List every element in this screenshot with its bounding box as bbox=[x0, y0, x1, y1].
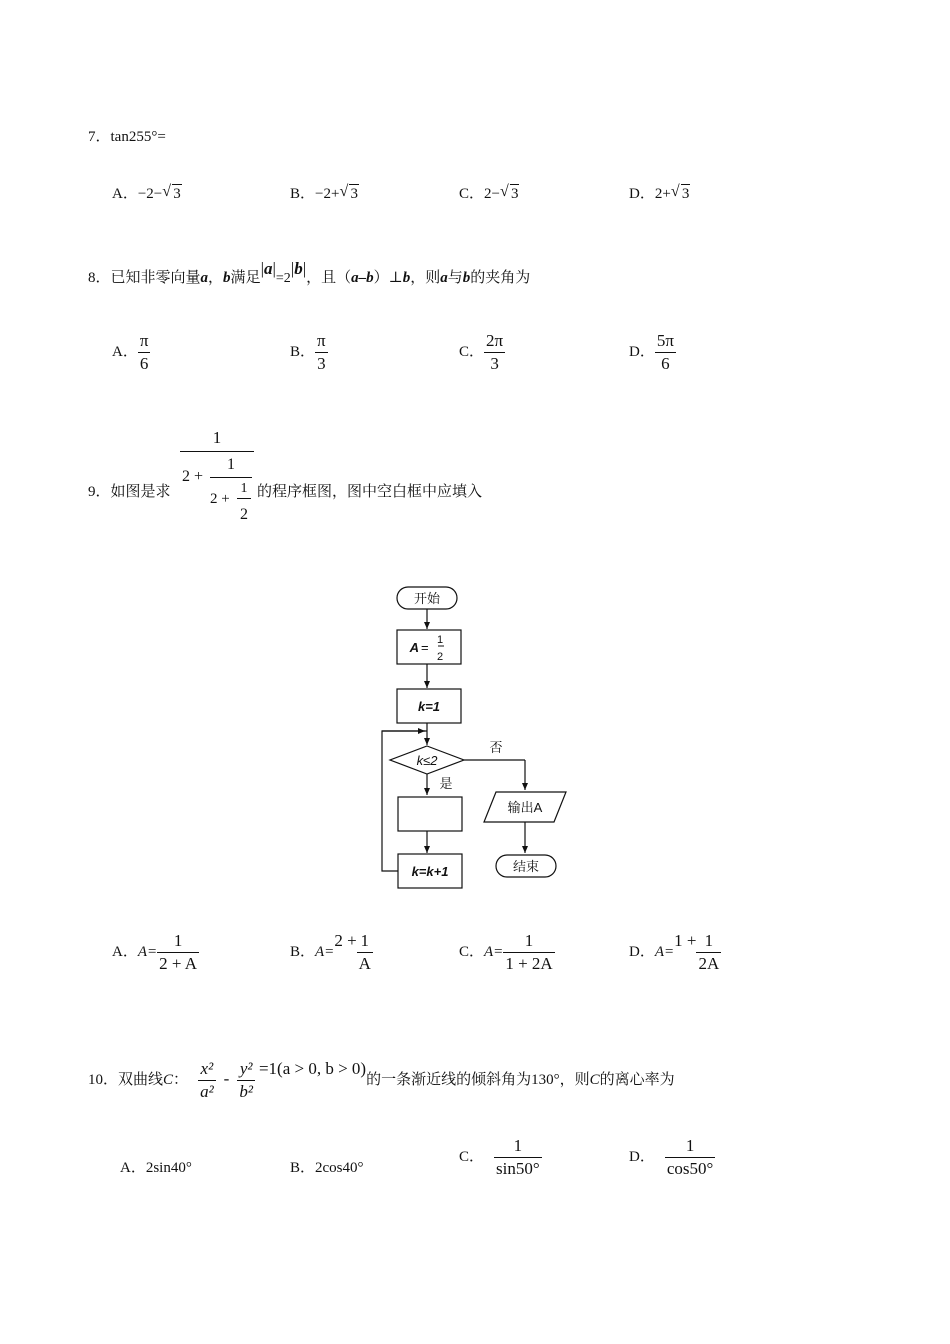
stem-text: 与 bbox=[447, 270, 463, 286]
yes-label: 是 bbox=[439, 776, 453, 791]
q10-stem bbox=[88, 1058, 675, 1103]
fraction bbox=[484, 330, 505, 375]
stem-text: 已知非零向量 bbox=[110, 270, 201, 286]
option-prefix: 2+ bbox=[654, 186, 671, 202]
fraction bbox=[357, 930, 373, 975]
numerator: 1 bbox=[696, 930, 721, 953]
radicand: 3 bbox=[173, 186, 181, 202]
curve-c: C bbox=[163, 1071, 174, 1088]
equals-two: =2 bbox=[275, 271, 291, 286]
denominator: sin50° bbox=[496, 1159, 540, 1178]
option-lhs: A= bbox=[315, 943, 335, 960]
fraction bbox=[157, 930, 199, 975]
q8-option-a bbox=[112, 330, 150, 375]
init-a-den: 2 bbox=[436, 651, 444, 663]
fraction bbox=[655, 330, 676, 375]
init-k-label: k=1 bbox=[417, 699, 441, 714]
cf-inner-bar bbox=[210, 477, 252, 478]
q7-stem: 7．tan255°= bbox=[88, 129, 166, 145]
q8-option-b bbox=[290, 330, 328, 375]
q9-option-a bbox=[112, 930, 199, 975]
denominator: 2 + A bbox=[159, 954, 198, 973]
numerator: 1 bbox=[357, 930, 373, 953]
denominator: cos50° bbox=[666, 1159, 714, 1178]
option-prefix: 1 + bbox=[674, 930, 697, 950]
cf-inner-two-plus: 2 + bbox=[210, 491, 230, 507]
continued-fraction bbox=[180, 427, 254, 527]
denominator: 3 bbox=[317, 354, 326, 373]
option-letter: A． bbox=[120, 1160, 146, 1176]
curve-c: C bbox=[589, 1071, 600, 1088]
denominator: 2A bbox=[698, 954, 720, 973]
stem-text: ，且（ bbox=[306, 270, 352, 286]
fraction bbox=[696, 930, 721, 975]
stem-text: 的离心率为 bbox=[599, 1071, 675, 1088]
q9-option-b bbox=[290, 930, 373, 975]
q10-option-a bbox=[120, 1158, 192, 1178]
option-text: 2sin40° bbox=[145, 1160, 192, 1176]
init-a-box bbox=[397, 630, 461, 664]
vector-b: b bbox=[402, 270, 411, 286]
q7-option-a bbox=[112, 184, 182, 204]
option-prefix: 2− bbox=[484, 186, 500, 202]
stem-text: ， bbox=[208, 270, 224, 286]
denominator: 6 bbox=[139, 354, 149, 373]
option-letter: A． bbox=[112, 943, 138, 960]
option-letter: D． bbox=[629, 186, 655, 202]
fraction bbox=[315, 330, 328, 375]
q7-option-b bbox=[290, 184, 359, 204]
loop-back-line bbox=[382, 731, 427, 871]
radicand: 3 bbox=[681, 186, 690, 202]
option-letter: A． bbox=[112, 343, 138, 360]
denominator: A bbox=[358, 954, 371, 973]
flowchart bbox=[370, 580, 580, 892]
numerator: π bbox=[138, 330, 151, 353]
option-text: 2cos40° bbox=[315, 1160, 364, 1176]
q7-option-c bbox=[459, 184, 519, 204]
vector-b: b bbox=[294, 259, 303, 278]
q8-stem bbox=[88, 259, 531, 289]
output-label: 输出A bbox=[507, 800, 543, 815]
option-letter: D． bbox=[629, 943, 655, 960]
x2-over-a2 bbox=[198, 1058, 216, 1103]
option-lhs: A= bbox=[137, 943, 158, 960]
init-a-eq: = bbox=[421, 640, 429, 655]
denominator: 3 bbox=[490, 354, 499, 373]
question-number: 9． bbox=[88, 484, 111, 500]
sqrt-expression: √ 3 bbox=[162, 183, 181, 202]
question-number: 10． bbox=[88, 1071, 119, 1088]
numerator: π bbox=[315, 330, 328, 353]
option-prefix: −2− bbox=[137, 186, 163, 202]
denominator: a² bbox=[200, 1082, 214, 1101]
option-letter: B． bbox=[290, 186, 316, 202]
update-label: k=k+1 bbox=[411, 864, 449, 879]
q9-option-d bbox=[629, 930, 721, 975]
option-lhs: A= bbox=[484, 943, 504, 960]
minus-sign: - bbox=[223, 1068, 230, 1088]
init-a-num: 1 bbox=[436, 634, 444, 646]
no-label: 否 bbox=[489, 740, 503, 755]
sqrt-expression: √ 3 bbox=[670, 183, 690, 202]
numerator: 2π bbox=[484, 330, 505, 353]
q9-option-c bbox=[459, 930, 555, 975]
cf-half-numerator: 1 bbox=[240, 481, 248, 496]
blank-box bbox=[398, 797, 462, 831]
fraction bbox=[138, 330, 151, 375]
option-letter: C． bbox=[459, 343, 485, 360]
q9-stem-end: 的程序框图，图中空白框中应填入 bbox=[257, 484, 483, 500]
cf-two-plus: 2 + bbox=[182, 468, 204, 485]
denominator: 1 + 2A bbox=[505, 954, 553, 973]
equation-rhs: =1(a > 0, b > 0) bbox=[258, 1058, 367, 1078]
stem-text: 满足 bbox=[230, 270, 261, 286]
numerator: x² bbox=[198, 1058, 216, 1081]
norm-b: |b| bbox=[290, 259, 307, 278]
vector-b: b bbox=[223, 270, 231, 286]
option-letter: C． bbox=[459, 943, 485, 960]
sqrt-expression: √ 3 bbox=[499, 183, 519, 202]
numerator: 1 bbox=[665, 1135, 715, 1158]
q8-option-d bbox=[629, 330, 676, 375]
stem-text: 的一条渐近线的倾斜角为130°，则 bbox=[366, 1071, 590, 1088]
fraction bbox=[503, 930, 554, 975]
numerator: 5π bbox=[655, 330, 676, 353]
stem-text: ： bbox=[173, 1071, 189, 1088]
fraction bbox=[665, 1135, 715, 1180]
cf-half-bar bbox=[237, 498, 251, 499]
norm-a: |a| bbox=[260, 259, 276, 278]
q9-stem-start bbox=[88, 482, 171, 502]
sqrt-expression: √ 3 bbox=[339, 183, 358, 202]
q7-option-d bbox=[629, 184, 690, 204]
q10-option-b bbox=[290, 1158, 364, 1178]
vector-diff: a–b bbox=[351, 270, 374, 286]
q10-option-d bbox=[629, 1135, 715, 1180]
option-lhs: A= bbox=[654, 943, 675, 960]
q8-option-c bbox=[459, 330, 505, 375]
question-number: 8． bbox=[88, 270, 111, 286]
vector-a: a bbox=[200, 270, 209, 286]
option-letter: D． bbox=[629, 343, 655, 360]
stem-text: ，则 bbox=[410, 270, 441, 286]
start-label: 开始 bbox=[413, 591, 441, 606]
stem-text: 如图是求 bbox=[110, 484, 171, 500]
stem-text: 双曲线 bbox=[118, 1071, 164, 1088]
fraction bbox=[494, 1135, 542, 1180]
option-letter: C． bbox=[459, 1148, 485, 1165]
radicand: 3 bbox=[350, 186, 358, 202]
end-label: 结束 bbox=[512, 859, 540, 874]
cf-main-bar bbox=[180, 451, 254, 452]
option-prefix: −2+ bbox=[315, 186, 340, 202]
stem-text: ）⊥ bbox=[373, 270, 403, 286]
condition-label: k≤2 bbox=[416, 753, 438, 768]
stem-text: 的夹角为 bbox=[470, 270, 531, 286]
cf-numerator: 1 bbox=[212, 428, 222, 447]
option-letter: B． bbox=[290, 1160, 316, 1176]
option-prefix: 2 + bbox=[334, 930, 357, 950]
denominator: 6 bbox=[661, 354, 670, 373]
cf-half-denominator: 2 bbox=[240, 506, 248, 523]
vector-a: a bbox=[440, 270, 448, 286]
option-letter: D． bbox=[629, 1148, 655, 1165]
radicand: 3 bbox=[510, 186, 519, 202]
q10-option-c bbox=[459, 1135, 542, 1180]
denominator: b² bbox=[239, 1082, 253, 1101]
init-a-var: A bbox=[409, 640, 419, 655]
numerator: 1 bbox=[157, 930, 199, 953]
option-letter: C． bbox=[459, 186, 485, 202]
y2-over-b2 bbox=[237, 1058, 255, 1103]
option-letter: B． bbox=[290, 343, 316, 360]
vector-b: b bbox=[462, 270, 471, 286]
numerator: 1 bbox=[494, 1135, 542, 1158]
numerator: y² bbox=[237, 1058, 255, 1081]
vector-a: a bbox=[263, 259, 273, 278]
option-letter: B． bbox=[290, 943, 316, 960]
cf-inner-numerator: 1 bbox=[227, 456, 235, 473]
numerator: 1 bbox=[503, 930, 554, 953]
option-letter: A． bbox=[112, 186, 138, 202]
